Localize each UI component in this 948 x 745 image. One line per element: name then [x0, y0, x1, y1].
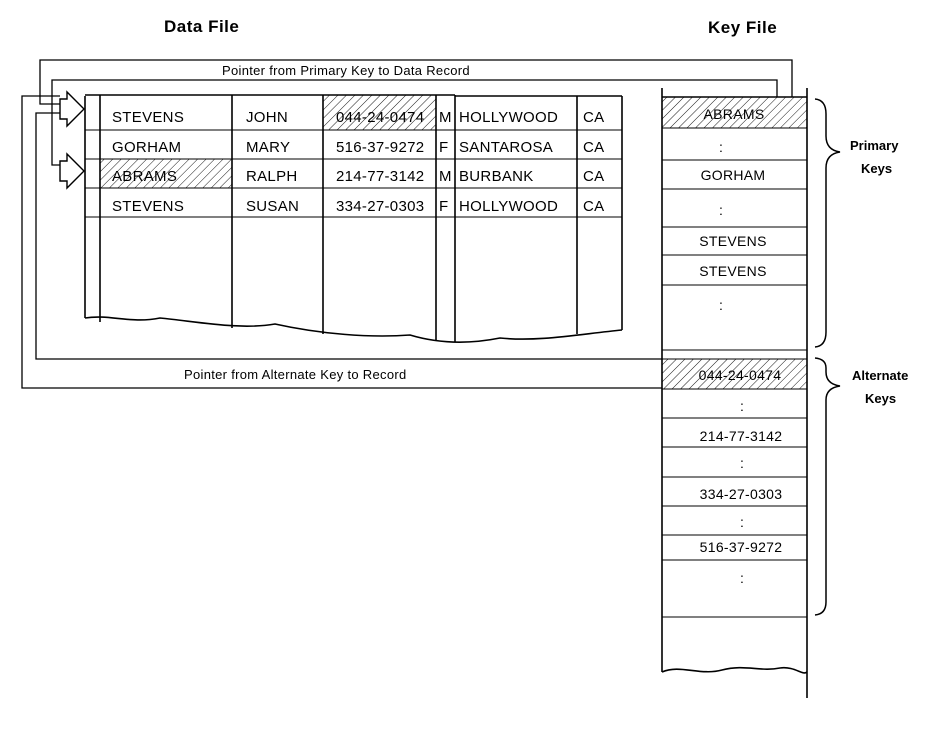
primary-key-entry: GORHAM [700, 167, 766, 183]
cell-sex: F [439, 198, 449, 215]
cell-first-name: SUSAN [246, 198, 300, 215]
alternate-pointer-arrow [60, 154, 84, 188]
ellipsis-marker: : [740, 455, 744, 471]
primary-keys-label-2: Keys [861, 161, 893, 176]
alternate-keys-label-2: Keys [865, 391, 897, 406]
alternate-key-entry: 516-37-9272 [699, 539, 783, 555]
data-file-title: Data File [164, 17, 240, 36]
cell-city: BURBANK [459, 168, 534, 185]
ellipsis-marker: : [740, 514, 744, 530]
key-file-title: Key File [708, 18, 778, 37]
cell-state: CA [583, 139, 605, 156]
primary-keys-label: Primary [850, 138, 899, 153]
alternate-key-entry: 214-77-3142 [699, 428, 783, 444]
cell-last-name: ABRAMS [112, 168, 178, 185]
ellipsis-marker: : [719, 202, 723, 218]
cell-sex: M [439, 168, 452, 185]
alternate-key-entry: 334-27-0303 [699, 486, 783, 502]
cell-ssn: 516-37-9272 [336, 139, 425, 156]
cell-first-name: JOHN [246, 109, 289, 126]
cell-first-name: MARY [246, 139, 291, 156]
cell-city: HOLLYWOOD [459, 109, 559, 126]
cell-sex: M [439, 109, 452, 126]
ellipsis-marker: : [740, 570, 744, 586]
cell-ssn: 044-24-0474 [336, 109, 425, 126]
alternate-keys-brace [815, 358, 840, 615]
primary-key-entry: STEVENS [699, 263, 767, 279]
cell-last-name: STEVENS [112, 198, 185, 215]
cell-city: SANTAROSA [459, 139, 554, 156]
cell-sex: F [439, 139, 449, 156]
primary-pointer-caption: Pointer from Primary Key to Data Record [222, 63, 470, 78]
alternate-pointer-caption: Pointer from Alternate Key to Record [184, 367, 407, 382]
cell-first-name: RALPH [246, 168, 298, 185]
cell-city: HOLLYWOOD [459, 198, 559, 215]
data-record-row [112, 139, 604, 156]
cell-ssn: 214-77-3142 [336, 168, 425, 185]
key-file-column [662, 88, 807, 698]
primary-keys-brace [815, 99, 840, 347]
primary-key-entry: ABRAMS [703, 106, 765, 122]
cell-last-name: GORHAM [112, 139, 182, 156]
cell-last-name: STEVENS [112, 109, 185, 126]
cell-ssn: 334-27-0303 [336, 198, 425, 215]
cell-state: CA [583, 198, 605, 215]
ellipsis-marker: : [740, 398, 744, 414]
alternate-key-entry: 044-24-0474 [698, 367, 782, 383]
ellipsis-marker: : [719, 139, 723, 155]
primary-pointer-arrow [60, 92, 84, 126]
cell-state: CA [583, 168, 605, 185]
cell-state: CA [583, 109, 605, 126]
primary-key-entry: STEVENS [699, 233, 767, 249]
data-record-row [112, 109, 604, 126]
data-file-table [85, 95, 622, 342]
data-record-row [112, 198, 604, 215]
ellipsis-marker: : [719, 297, 723, 313]
alternate-keys-label: Alternate [852, 368, 909, 383]
